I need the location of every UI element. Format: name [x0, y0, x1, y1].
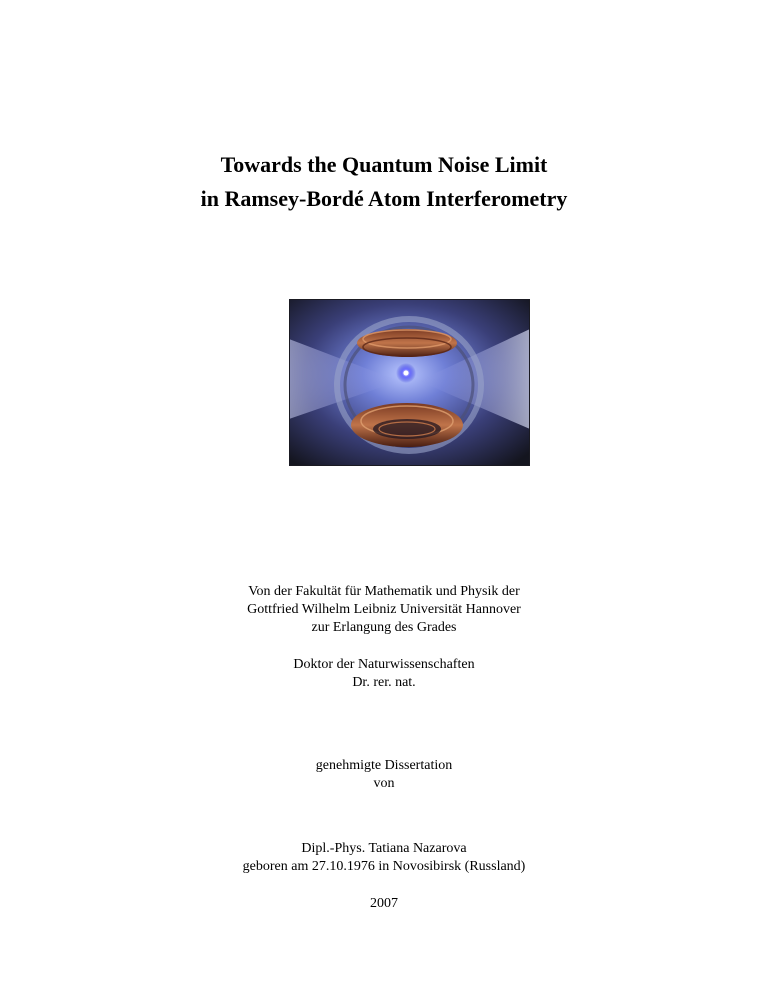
faculty-line-1: Von der Fakultät für Mathematik und Physik der	[248, 584, 520, 599]
degree-line-1: Doktor der Naturwissenschaften	[293, 657, 475, 672]
author-birth: geboren am 27.10.1976 in Novosibirsk (Russland)	[242, 859, 526, 874]
dissertation-title	[0, 148, 768, 216]
author-info	[0, 840, 768, 876]
dissertation-line-2: von	[373, 776, 395, 791]
cover-photo	[289, 299, 530, 466]
degree-name	[0, 656, 768, 692]
faculty-statement	[0, 583, 768, 637]
title-line-2: in Ramsey-Bordé Atom Interferometry	[200, 186, 568, 211]
degree-line-2: Dr. rer. nat.	[352, 675, 416, 690]
dissertation-approval	[0, 757, 768, 793]
faculty-line-3: zur Erlangung des Grades	[311, 620, 457, 635]
dissertation-line-1: genehmigte Dissertation	[315, 758, 453, 773]
faculty-line-2: Gottfried Wilhelm Leibniz Universität Hannover	[247, 602, 521, 617]
author-name: Dipl.-Phys. Tatiana Nazarova	[301, 841, 467, 856]
year-text: 2007	[370, 896, 398, 911]
title-line-1: Towards the Quantum Noise Limit	[220, 152, 548, 177]
publication-year	[0, 895, 768, 913]
